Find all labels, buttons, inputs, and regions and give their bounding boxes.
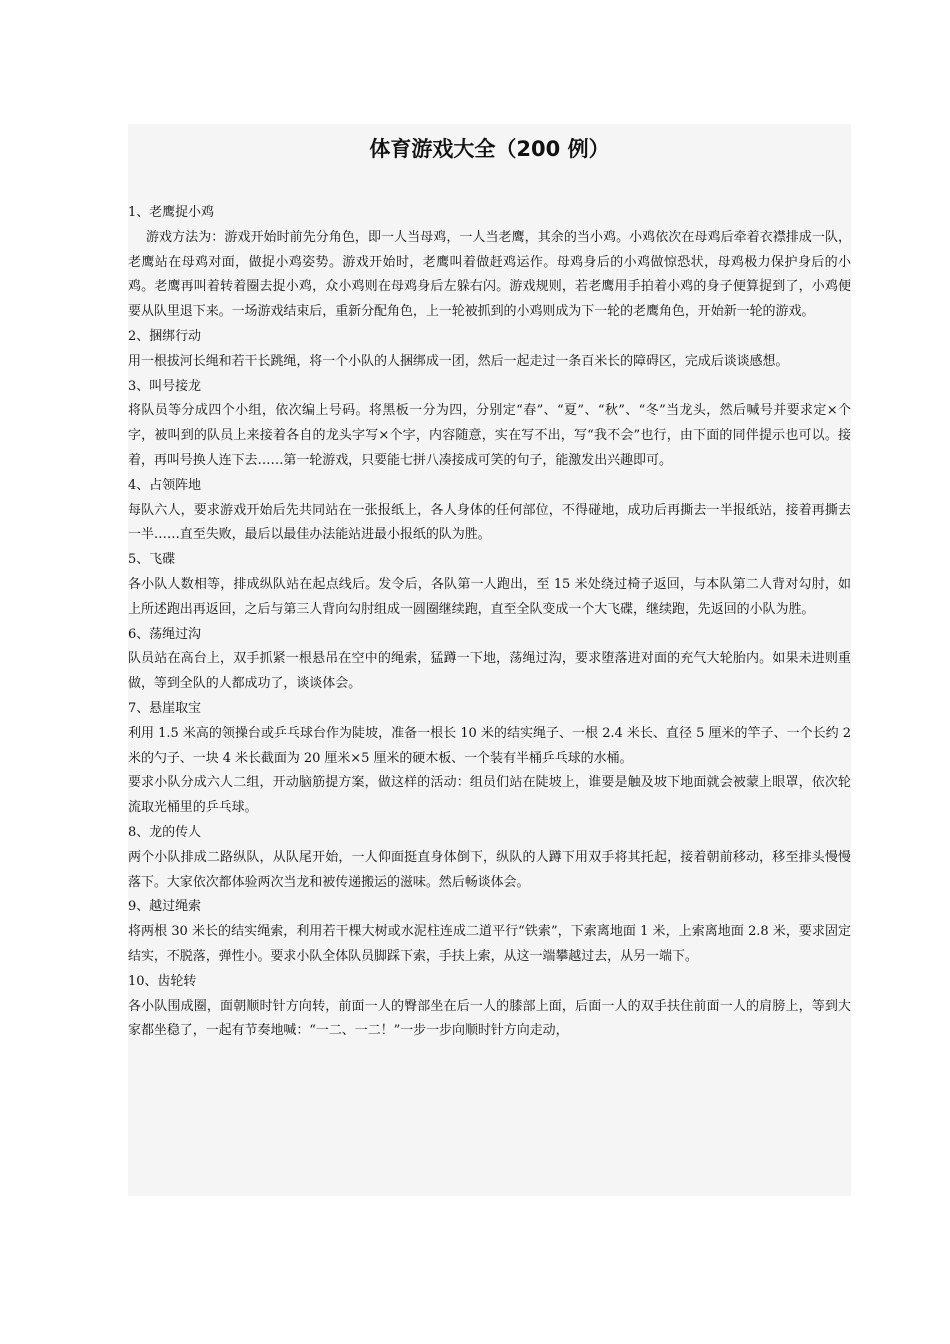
document-title: 体育游戏大全（200 例） [369,137,610,161]
document-body [128,201,851,1044]
section-heading: 10、齿轮转 [128,973,197,989]
section-heading: 2、捆绑行动 [128,328,201,344]
section-heading: 1、老鹰捉小鸡 [128,205,214,220]
section-paragraph: 队员站在高台上，双手抓紧一根悬吊在空中的绳索，猛蹲一下地，荡绳过沟，要求堕落进对面的充气大轮胎内。如果未进则重做，等到全队的人都成功了，谈谈体会。 [128,651,851,692]
section-heading: 3、叫号接龙 [128,378,201,394]
section-heading: 9、越过绳索 [128,899,201,915]
section-paragraph: 要求小队分成六人二组，开动脑筋提方案，做这样的活动：组员们站在陡坡上，谁要是触及坡下地面就会被蒙上眼罩，依次轮流取光桶里的乒乓球。 [128,775,851,816]
section-paragraph: 用一根拔河长绳和若干长跳绳，将一个小队的人捆绑成一团，然后一起走过一条百米长的障碍区，完成后谈谈感想。 [128,353,789,369]
section-heading: 8、龙的传人 [128,824,201,840]
section-heading: 7、悬崖取宝 [128,700,201,716]
section-paragraph: 将队员等分成四个小组，依次编上号码。将黑板一分为四，分别定“春”、“夏”、“秋”、“冬”当龙头，然后喊号并要求定×个字，被叫到的队员上来接着各自的龙头字写×个字，内容随意，实在写不出，写“我不会”也行，由下面的同伴提示也可以。接着，再叫号换人连下去……第一轮游戏，只要能七拼八凑接成可笑的句子，能激发出兴趣即可。 [128,403,851,468]
section-paragraph: 两个小队排成二路纵队，从队尾开始，一人仰面挺直身体倒下，纵队的人蹲下用双手将其托起，接着朝前移动，移至排头慢慢落下。大家依次都体验两次当龙和被传递搬运的滋味。然后畅谈体会。 [128,849,851,890]
section-paragraph: 游戏方法为：游戏开始时前先分角色，即一人当母鸡，一人当老鹰，其余的当小鸡。小鸡依次在母鸡后牵着衣襟排成一队，老鹰站在母鸡对面，做捉小鸡姿势。游戏开始时，老鹰叫着做赶鸡运作。母鸡身后的小鸡做惊恐状，母鸡极力保护身后的小鸡。老鹰再叫着转着圈去捉小鸡，众小鸡则在母鸡身后左躲右闪。游戏规则，若老鹰用手拍着小鸡的身子便算捉到了，小鸡便要从队里退下来。一场游戏结束后，重新分配角色，上一轮被抓到的小鸡则成为下一轮的老鹰角色，开始新一轮的游戏。 [128,229,851,320]
section-heading: 5、飞碟 [128,552,176,568]
section-heading: 6、荡绳过沟 [128,626,201,642]
section-paragraph: 将两根 30 米长的结实绳索，利用若干棵大树或水泥柱连成二道平行“铁索”，下索离地面 1 米，上索离地面 2.8 米，要求固定结实，不脱落，弹性小。要求小队全体队员脚踩下索，手扶上索，从这一端攀越过去，从另一端下。 [128,924,851,964]
section-paragraph: 利用 1.5 米高的领操台或乒乓球台作为陡坡，准备一根长 10 米的结实绳子、一根 2.4 米长、直径 5 厘米的竿子、一个长约 2 米的勺子、一块 4 米长截面为 20 厘米×5 厘米的硬木板、一个装有半桶乒乓球的水桶。 [128,725,851,766]
document-page [128,124,851,1196]
section-paragraph: 每队六人，要求游戏开始后先共同站在一张报纸上，各人身体的任何部位，不得碰地，成功后再撕去一半报纸站，接着再撕去一半……直至失败，最后以最佳办法能站进最小报纸的队为胜。 [128,502,851,543]
section-heading: 4、占领阵地 [128,477,201,493]
section-paragraph: 各小队围成圈，面朝顺时针方向转，前面一人的臀部坐在后一人的膝部上面，后面一人的双手扶住前面一人的肩膀上，等到大家都坐稳了，一起有节奏地喊：“一二、一二！”一步一步向顺时针方向走动， [128,998,851,1039]
section-paragraph: 各小队人数相等，排成纵队站在起点线后。发令后，各队第一人跑出，至 15 米处绕过椅子返回，与本队第二人背对勾肘，如上所述跑出再返回，之后与第三人背向勾肘组成一圆圈继续跑，直至全队变成一个大飞碟，继续跑，先返回的小队为胜。 [128,576,851,617]
